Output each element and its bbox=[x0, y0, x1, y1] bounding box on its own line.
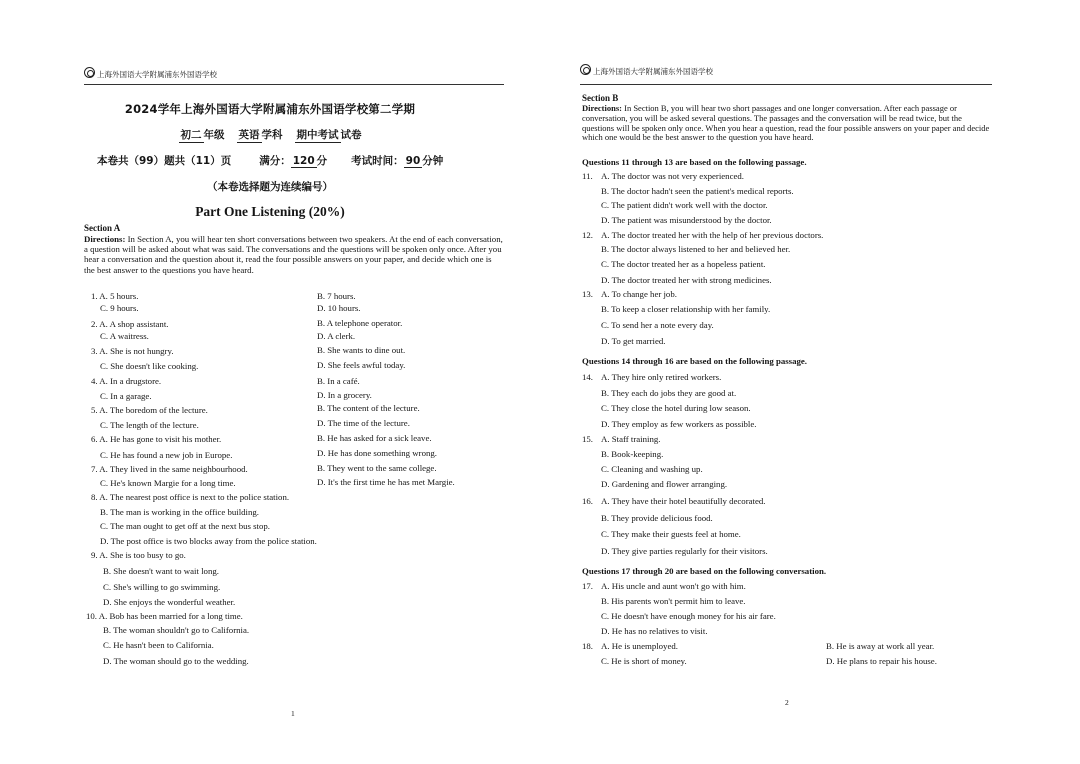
questions-14-16-heading: Questions 14 through 16 are based on the following passage. bbox=[582, 356, 808, 366]
page-number: 2 bbox=[785, 698, 789, 707]
numbering-note: （本卷选择题为连续编号） bbox=[207, 181, 333, 193]
q15-option-b: B. Book-keeping. bbox=[601, 449, 664, 459]
subject-label: 学科 bbox=[261, 129, 283, 141]
questions-17-20-heading: Questions 17 through 20 are based on the following conversation. bbox=[582, 566, 827, 576]
q8-option-c: C. The man ought to get off at the next bus stop. bbox=[100, 521, 270, 531]
time-value: 90 bbox=[405, 155, 421, 167]
header-rule bbox=[84, 84, 504, 85]
q1-option-c: C. 9 hours. bbox=[100, 303, 139, 313]
q15-option-c: C. Cleaning and washing up. bbox=[601, 464, 703, 474]
q10-option-b: B. The woman shouldn't go to California. bbox=[103, 625, 250, 635]
q8-option-b: B. The man is working in the office building. bbox=[100, 507, 259, 517]
q11-option-b: B. The doctor hadn't seen the patient's medical reports. bbox=[601, 186, 794, 196]
q16-option-d: D. They give parties regularly for their visitors. bbox=[601, 546, 768, 556]
exam-info-line bbox=[97, 153, 443, 168]
question-page-count: 本卷共（99）题共（11）页 bbox=[97, 155, 232, 167]
q8-option-a: 8. A. The nearest post office is next to the police station. bbox=[91, 492, 290, 502]
q3-option-a: 3. A. She is not hungry. bbox=[91, 346, 174, 356]
q18-option-d: D. He plans to repair his house. bbox=[826, 656, 937, 666]
q8-option-d: D. The post office is two blocks away from the police station. bbox=[100, 536, 317, 546]
q18-option-b: B. He is away at work all year. bbox=[826, 641, 935, 651]
q9-option-d: D. She enjoys the wonderful weather. bbox=[103, 597, 236, 607]
q9-option-a: 9. A. She is too busy to go. bbox=[91, 550, 186, 560]
q2-option-b: B. A telephone operator. bbox=[317, 318, 403, 328]
q14-number: 14. bbox=[582, 372, 593, 382]
q7-option-a: 7. A. They lived in the same neighbourhood. bbox=[91, 464, 248, 474]
q17-option-b: B. His parents won't permit him to leave. bbox=[601, 596, 746, 606]
part-one-title: Part One Listening (20%) bbox=[195, 204, 345, 219]
q7-option-d: D. It's the first time he has met Margie. bbox=[317, 477, 455, 487]
school-logo-icon bbox=[84, 67, 95, 78]
page-number: 1 bbox=[291, 709, 295, 718]
q3-option-c: C. She doesn't like cooking. bbox=[100, 361, 199, 371]
grade-label: 年级 bbox=[203, 129, 225, 141]
q16-option-a: A. They have their hotel beautifully decorated. bbox=[601, 496, 766, 506]
directions-text: In Section B, you will hear two short passages and one longer conversation. After each passage or conversation, you will be asked several questions. The passages and the conversation will be read twice, but the questions will be spoken only once. When you hear a question, read the four possible answers on your paper and decide which one would be the best answer to the question you have heard. bbox=[582, 103, 990, 143]
q14-option-a: A. They hire only retired workers. bbox=[601, 372, 722, 382]
q10-option-d: D. The woman should go to the wedding. bbox=[103, 656, 249, 666]
q1-option-a: 1. A. 5 hours. bbox=[91, 291, 139, 301]
q4-option-c: C. In a garage. bbox=[100, 391, 152, 401]
q12-number: 12. bbox=[582, 230, 593, 240]
q1-option-d: D. 10 hours. bbox=[317, 303, 361, 313]
q17-option-c: C. He doesn't have enough money for his air fare. bbox=[601, 611, 776, 621]
q18-option-c: C. He is short of money. bbox=[601, 656, 687, 666]
q11-number: 11. bbox=[582, 171, 593, 181]
q5-option-d: D. The time of the lecture. bbox=[317, 418, 410, 428]
school-name-header: 上海外国语大学附属浦东外国语学校 bbox=[97, 70, 217, 79]
q12-option-c: C. The doctor treated her as a hopeless patient. bbox=[601, 259, 766, 269]
q17-option-a: A. His uncle and aunt won't go with him. bbox=[601, 581, 746, 591]
q2-option-d: D. A clerk. bbox=[317, 331, 356, 341]
school-name-header: 上海外国语大学附属浦东外国语学校 bbox=[593, 67, 713, 76]
questions-11-13-heading: Questions 11 through 13 are based on the following passage. bbox=[582, 157, 807, 167]
directions-label: Directions: bbox=[84, 234, 126, 244]
q12-option-a: A. The doctor treated her with the help of her previous doctors. bbox=[601, 230, 824, 240]
q7-option-b: B. They went to the same college. bbox=[317, 463, 437, 473]
q17-option-d: D. He has no relatives to visit. bbox=[601, 626, 708, 636]
directions-text: In Section A, you will hear ten short conversations between two speakers. At the end of each conversation, a question will be asked about what was said. The conversations and the questions will be spoken only once. After you hear a conversation and the question about it, read the four possible answers on your paper, and decide which one is the best answer to the questions you have heard. bbox=[84, 234, 503, 275]
q11-option-a: A. The doctor was not very experienced. bbox=[601, 171, 744, 181]
q13-option-a: A. To change her job. bbox=[601, 289, 677, 299]
q12-option-b: B. The doctor always listened to her and believed her. bbox=[601, 244, 791, 254]
section-a-title: Section A bbox=[84, 223, 121, 233]
q13-option-c: C. To send her a note every day. bbox=[601, 320, 714, 330]
school-logo-icon bbox=[580, 64, 591, 75]
q5-option-b: B. The content of the lecture. bbox=[317, 403, 420, 413]
time-unit: 分钟 bbox=[422, 155, 444, 167]
q1-option-b: B. 7 hours. bbox=[317, 291, 356, 301]
q6-option-b: B. He has asked for a sick leave. bbox=[317, 433, 432, 443]
section-a-directions bbox=[84, 234, 504, 275]
q6-option-c: C. He has found a new job in Europe. bbox=[100, 450, 233, 460]
q9-option-c: C. She's willing to go swimming. bbox=[103, 582, 221, 592]
q15-option-d: D. Gardening and flower arranging. bbox=[601, 479, 728, 489]
q13-option-d: D. To get married. bbox=[601, 336, 666, 346]
q17-number: 17. bbox=[582, 581, 593, 591]
q6-option-d: D. He has done something wrong. bbox=[317, 448, 437, 458]
q7-option-c: C. He's known Margie for a long time. bbox=[100, 478, 236, 488]
q3-option-d: D. She feels awful today. bbox=[317, 360, 406, 370]
section-b-directions bbox=[582, 104, 992, 143]
q18-number: 18. bbox=[582, 641, 593, 651]
grade-value: 初二 bbox=[180, 129, 202, 141]
q5-option-c: C. The length of the lecture. bbox=[100, 420, 199, 430]
q13-option-b: B. To keep a closer relationship with her family. bbox=[601, 304, 771, 314]
exam-page-2 bbox=[540, 0, 1080, 764]
score-value: 120 bbox=[292, 155, 315, 167]
q3-option-b: B. She wants to dine out. bbox=[317, 345, 406, 355]
q16-number: 16. bbox=[582, 496, 593, 506]
q12-option-d: D. The doctor treated her with strong medicines. bbox=[601, 275, 772, 285]
exam-title: 2024学年上海外国语大学附属浦东外国语学校第二学期 bbox=[124, 102, 416, 116]
q5-option-a: 5. A. The boredom of the lecture. bbox=[91, 405, 208, 415]
q9-option-b: B. She doesn't want to wait long. bbox=[103, 566, 219, 576]
q15-option-a: A. Staff training. bbox=[601, 434, 661, 444]
q2-option-c: C. A waitress. bbox=[100, 331, 149, 341]
exam-subtitle bbox=[0, 127, 540, 143]
q11-option-c: C. The patient didn't work well with the doctor. bbox=[601, 200, 768, 210]
q4-option-d: D. In a grocery. bbox=[317, 390, 372, 400]
q2-option-a: 2. A. A shop assistant. bbox=[91, 319, 169, 329]
q4-option-a: 4. A. In a drugstore. bbox=[91, 376, 162, 386]
header-rule bbox=[580, 84, 992, 85]
time-label: 考试时间： bbox=[351, 155, 404, 167]
q6-option-a: 6. A. He has gone to visit his mother. bbox=[91, 434, 222, 444]
subject-value: 英语 bbox=[238, 129, 260, 141]
q10-option-a: 10. A. Bob has been married for a long time. bbox=[86, 611, 243, 621]
q16-option-c: C. They make their guests feel at home. bbox=[601, 529, 741, 539]
q15-number: 15. bbox=[582, 434, 593, 444]
q11-option-d: D. The patient was misunderstood by the doctor. bbox=[601, 215, 772, 225]
q18-option-a: A. He is unemployed. bbox=[601, 641, 678, 651]
q4-option-b: B. In a café. bbox=[317, 376, 360, 386]
q14-option-c: C. They close the hotel during low season. bbox=[601, 403, 751, 413]
score-unit: 分 bbox=[316, 155, 328, 167]
section-b-title: Section B bbox=[582, 93, 619, 103]
directions-label: Directions: bbox=[582, 103, 622, 113]
exam-type-value: 期中考试 bbox=[296, 129, 339, 141]
score-label: 满分： bbox=[259, 155, 291, 167]
exam-type-suffix: 试卷 bbox=[340, 129, 362, 141]
q16-option-b: B. They provide delicious food. bbox=[601, 513, 713, 523]
q14-option-b: B. They each do jobs they are good at. bbox=[601, 388, 737, 398]
q13-number: 13. bbox=[582, 289, 593, 299]
q14-option-d: D. They employ as few workers as possible. bbox=[601, 419, 757, 429]
q10-option-c: C. He hasn't been to California. bbox=[103, 640, 214, 650]
